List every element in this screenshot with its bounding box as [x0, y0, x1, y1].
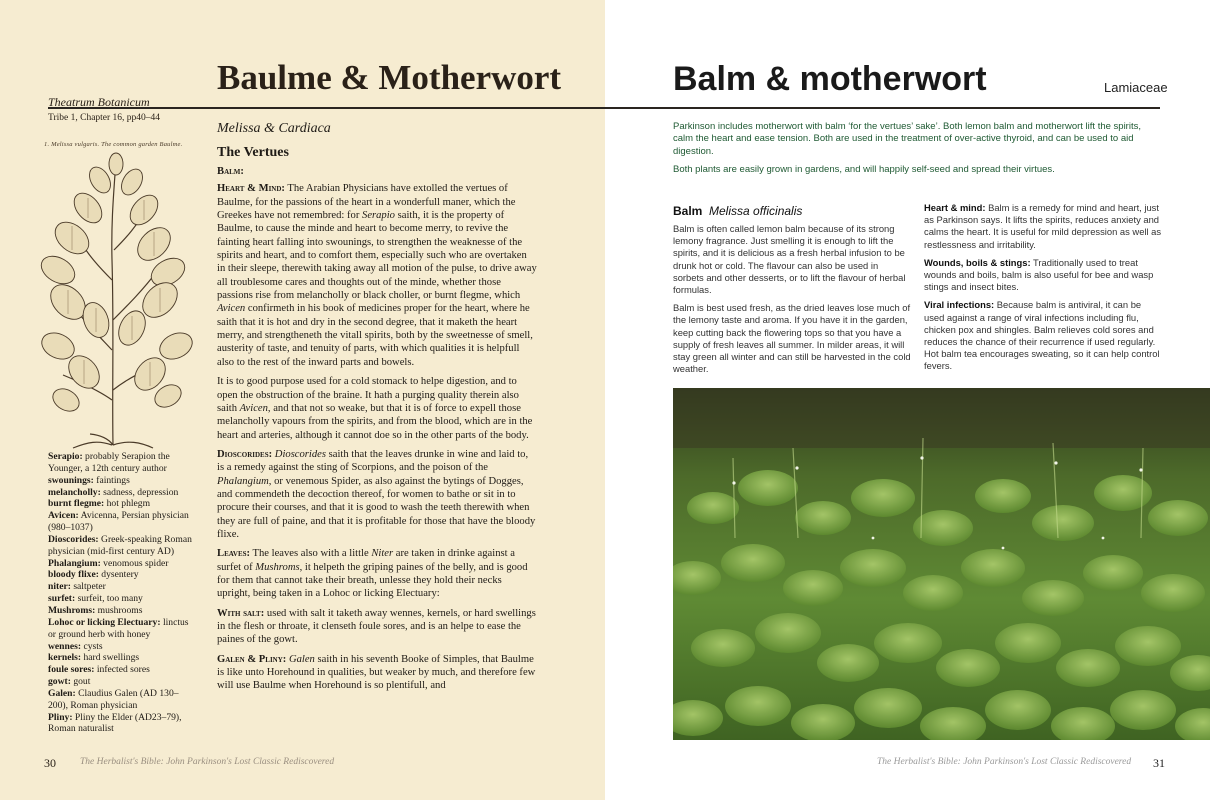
glossary-entry [48, 676, 198, 688]
glossary-term: wennes: [48, 640, 82, 652]
intro-paragraph: Both plants are easily grown in gardens, and will happily self-seed and spread their virtues. [673, 164, 1055, 176]
text-run: are taken in drinke against a surfet of [217, 548, 515, 573]
glossary-term: Lohoc or licking Electuary: [48, 616, 161, 628]
use-text: Balm is a remedy for mind and heart, just as Parkinson says. It lifts the spirits, reduces anxiety and calms the heart. It is useful for mild depression as well as restlessness and irritability. [924, 202, 1162, 250]
page-number-left: 30 [44, 756, 56, 770]
glossary-term: surfet: [48, 593, 76, 605]
plant-family: Lamiaceae [1104, 80, 1168, 95]
parkinson-paragraph [217, 448, 537, 541]
glossary-term: foule sores: [48, 664, 95, 676]
balm-subheading: Balm: [217, 166, 244, 177]
glossary-entry [48, 652, 198, 664]
use-lead: Heart & mind: [924, 202, 986, 213]
glossary-term: Phalangium: [48, 557, 101, 569]
balm-plant-photo [673, 388, 1210, 740]
text-run: used with salt it taketh away wennes, kernels, or hard swellings in the flesh or throate, it clenseth foule sores, and is an helpe to ease the paines of the gowt. [217, 607, 536, 646]
glossary-definition: probably Serapion the Younger, a 12th century author [48, 451, 170, 474]
parkinson-paragraph [217, 547, 537, 600]
italic-term: Phalangium [217, 475, 269, 487]
italic-term: Mushroms [255, 561, 300, 573]
glossary-definition: Pliny the Elder (AD23–79), Roman naturalist [48, 711, 182, 735]
use-text: Because balm is antiviral, it can be used against a range of viral infections including flu, chicken pox and shingles. Balm relieves cold sores and reduces the chance of their recurrence if used regularly. Hot balm tea encourages sweating, so it can help control fevers. [924, 299, 1160, 372]
text-run: saith in his seventh Booke of Simples, that Baulme is like unto Horehound in qualities, but weaker by much, and therefore few will use Baulme when Horehound is so plentifull, and [217, 653, 536, 692]
glossary-term: Serapio: [48, 451, 83, 462]
balm-column-2 [924, 202, 1164, 379]
glossary-entry [48, 641, 198, 653]
glossary-term: melancholly: [48, 486, 101, 498]
glossary-definition: hot phlegm [104, 498, 151, 510]
italic-term: Avicen [239, 402, 268, 414]
balm-name: Balm [673, 204, 703, 218]
glossary-term: bloody flixe: [48, 569, 99, 581]
balm-heading [673, 203, 911, 219]
glossary-definition: mushrooms [95, 604, 143, 616]
parkinson-paragraph [217, 375, 537, 442]
glossary-definition: Avicenna, Persian physician (980–1037) [48, 510, 189, 534]
glossary-entry [48, 534, 198, 558]
glossary-term: gowt: [48, 676, 71, 688]
glossary-entry [48, 712, 198, 736]
italic-term: Galen [288, 653, 315, 665]
glossary-term: Galen: [48, 687, 76, 699]
parkinson-paragraph [217, 607, 537, 647]
glossary-definition: sadness, depression [100, 486, 179, 498]
italic-term: Niter [371, 548, 394, 560]
use-paragraph [924, 257, 1164, 294]
glossary-definition: Greek-speaking Roman physician (mid-first century AD) [48, 533, 192, 557]
paragraph-lead: With salt: [217, 607, 265, 619]
paragraph-lead: Galen & Pliny: [217, 653, 287, 665]
text-run: , it helpeth the griping paines of the belly, and is good for them that cannot take their breath, unlesse they hold their necks upright, being taken in a Lohoc or licking Electuary: [217, 561, 528, 600]
glossary-definition: hard swellings [81, 652, 140, 664]
glossary-definition: Claudius Galen (AD 130–200), Roman physician [48, 687, 179, 711]
section-heading: The Vertues [217, 145, 289, 160]
use-paragraph [924, 299, 1164, 372]
glossary-term: Pliny: [48, 711, 73, 723]
glossary-entry [48, 487, 198, 499]
left-page-title: Baulme & Motherwort [217, 58, 562, 97]
glossary-term: burnt flegme: [48, 498, 105, 510]
glossary-entry [48, 498, 198, 510]
glossary-entry [48, 664, 198, 676]
use-paragraph [924, 202, 1164, 251]
page-number-right: 31 [1153, 756, 1165, 770]
balm-paragraph: Balm is often called lemon balm because of its strong lemony fragrance. Just smelling it is enough to lift the spirits, and it is delicious as a fresh herbal infusion to be drunk hot or cold. The flavour can also be used in sorbets and other desserts, or to lift the flavour of herbal formulas. [673, 223, 906, 296]
use-lead: Viral infections: [924, 299, 995, 311]
paragraph-lead: Dioscorides: [217, 448, 273, 460]
source-reference: Tribe 1, Chapter 16, pp40–44 [48, 113, 161, 123]
glossary-entry [48, 451, 198, 475]
text-run: It is to good purpose used for a cold stomack to helpe digestion, and to open the obstruction of the braine. It hath a purging quality therein also saith [217, 376, 519, 414]
text-run: The Arabian Physicians have extolled the vertues of Baulme, for the passions of the heart in a wonderfull maner, which the Greekes have not remembred: for [217, 183, 516, 222]
text-run: saith that the leaves drunke in wine and laid to, is a remedy against the sting of Scorpions, and the poison of the [217, 448, 529, 474]
glossary-entry [48, 569, 198, 581]
paragraph-lead: Heart & Mind: [217, 183, 285, 195]
intro-paragraph: Parkinson includes motherwort with balm ‘for the vertues’ sake’. Both lemon balm and motherwort lift the spirits, calm the heart and ease tension. Both are used in the treatment of over-active thyroid, and can be used to aid digestion. [673, 121, 1141, 157]
italic-term: Serapio [362, 210, 395, 222]
italic-term: Dioscorides [274, 448, 326, 460]
glossary-entry [48, 475, 198, 487]
parkinson-paragraph [217, 182, 537, 369]
glossary-entry [48, 617, 198, 641]
glossary [48, 451, 198, 735]
right-page-title: Balm & motherwort [673, 60, 987, 98]
paragraph-lead: Leaves: [217, 548, 251, 560]
glossary-definition: saltpeter [70, 581, 106, 593]
glossary-definition: cysts [81, 640, 103, 652]
glossary-term: Dioscorides: [48, 533, 99, 545]
intro-text [673, 121, 1163, 183]
glossary-entry [48, 510, 198, 534]
glossary-definition: surfeit, too many [75, 593, 143, 605]
plate-caption: 1. Melissa vulgaris. The common garden Baulme. [44, 141, 183, 148]
text-run: confirmeth in his book of medicines proper for the heart, where he saith that it is hot and dry in the second degree, that it maketh the heart merry, and strengtheneth the vitall spirits, both by the sweetnesse of smell, austerity of taste, and tenuity of parts, with which qualities it is helpfull also to the rest of the inward parts and bowels. [217, 303, 533, 368]
text-run: The leaves also with a little [250, 548, 372, 560]
glossary-entry [48, 605, 198, 617]
running-footer-right: The Herbalist's Bible: John Parkinson's Lost Classic Rediscovered [877, 757, 1132, 767]
balm-paragraph: Balm is best used fresh, as the dried leaves lose much of the lemony taste and aroma. If you have it in the garden, keep cutting back the flowering tops so that you have a supply of fresh leaves all summer. In milder areas, it will stay green all winter and can still be harvested in the cold weather. [673, 302, 911, 375]
italic-term: Avicen [217, 303, 246, 315]
glossary-entry [48, 593, 198, 605]
balm-column-1 [673, 203, 911, 381]
text-run: , or venemous Spider, as also against the bytings of Dogges, and commendeth the decoction thereof, for women to bathe or sit in to procure their courses, and that it is good to wash the teeth therewith when they are full of paine, and that it is profitable for those that have the bloody flixe. [217, 475, 536, 540]
glossary-definition: linctus or ground herb with honey [48, 616, 189, 640]
glossary-term: swounings: [48, 474, 94, 486]
use-text: Traditionally used to treat wounds and boils, balm is also useful for bee and wasp stings and insect bites. [924, 256, 1154, 293]
glossary-term: niter: [48, 581, 71, 593]
glossary-definition: faintings [93, 474, 130, 486]
glossary-definition: venomous spider [100, 557, 169, 569]
latin-subtitle: Melissa & Cardiaca [217, 121, 331, 136]
balm-woodcut-illustration [28, 150, 198, 450]
use-lead: Wounds, boils & stings: [924, 256, 1031, 268]
running-footer-left: The Herbalist's Bible: John Parkinson's Lost Classic Rediscovered [80, 757, 335, 767]
balm-column-1-paragraphs [673, 223, 911, 375]
parkinson-text [217, 120, 537, 699]
header-rule [48, 107, 1160, 109]
text-run: , and that not so weake, but that it is of force to expell those melancholly vapours from the spirits, and from the blood, which are in the heart and arteries, although it cannot doe so in the other parts of the body. [217, 402, 533, 441]
parkinson-paragraph [217, 653, 537, 693]
glossary-term: kernels: [48, 652, 82, 664]
text-run: saith, it is the property of Baulme, to cause the minde and heart to become merry, to revive the fainting heart falling into swounings, to strengthen the weaknesse of the spirits and heart, and to comfort them, especially such who are overtaken in their sleepe, therewith taking away all motion of the pulse, to drive away all troublesome cares and thoughts out of the minde, whether those passions rise from melancholly or black choller, or burnt flegme, which [217, 210, 537, 302]
glossary-term: Avicen: [48, 510, 79, 522]
parkinson-paragraphs [217, 182, 537, 692]
glossary-definition: dysentery [98, 569, 139, 581]
glossary-entry [48, 581, 198, 593]
glossary-definition: gout [70, 676, 91, 688]
glossary-entry [48, 688, 198, 712]
glossary-entry [48, 558, 198, 570]
glossary-definition: infected sores [94, 664, 150, 676]
source-title: Theatrum Botanicum [48, 95, 150, 109]
glossary-term: Mushroms: [48, 604, 96, 616]
balm-latin-name: Melissa officinalis [709, 204, 803, 218]
